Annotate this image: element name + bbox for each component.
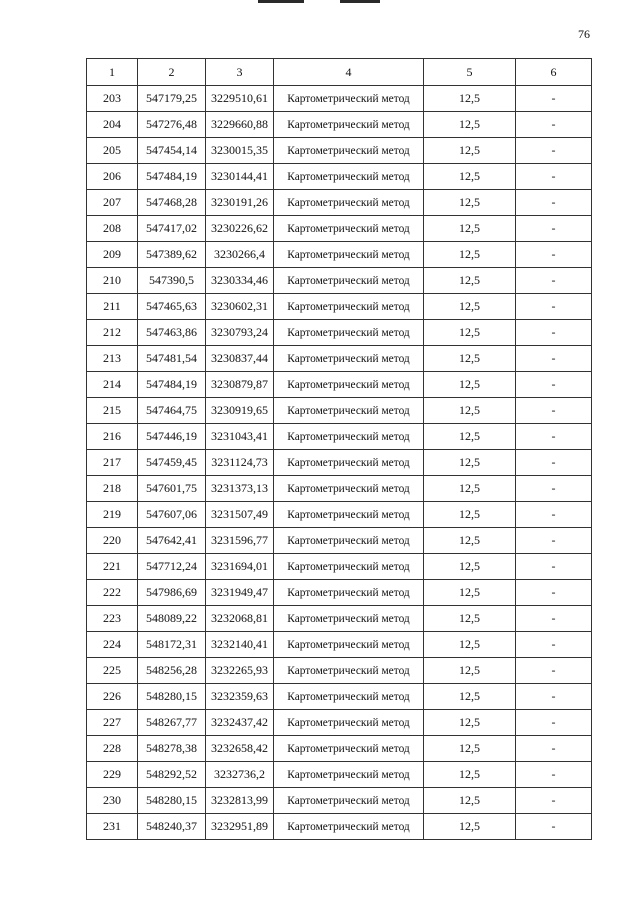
y-coordinate-cell: 3232359,63 — [206, 684, 274, 710]
description-cell: - — [516, 762, 592, 788]
x-coordinate-cell: 548240,37 — [138, 814, 206, 840]
x-coordinate-cell: 547276,48 — [138, 112, 206, 138]
point-number-cell: 230 — [87, 788, 138, 814]
y-coordinate-cell: 3232951,89 — [206, 814, 274, 840]
table-row — [87, 502, 592, 528]
method-cell: Картометрический метод — [274, 762, 424, 788]
method-cell: Картометрический метод — [274, 242, 424, 268]
accuracy-cell: 12,5 — [424, 632, 516, 658]
y-coordinate-cell: 3230015,35 — [206, 138, 274, 164]
y-coordinate-cell: 3231124,73 — [206, 450, 274, 476]
accuracy-cell: 12,5 — [424, 424, 516, 450]
accuracy-cell: 12,5 — [424, 86, 516, 112]
accuracy-cell: 12,5 — [424, 138, 516, 164]
table-row — [87, 424, 592, 450]
column-header: 1 — [87, 59, 138, 86]
accuracy-cell: 12,5 — [424, 216, 516, 242]
table-row — [87, 294, 592, 320]
table-row — [87, 606, 592, 632]
point-number-cell: 219 — [87, 502, 138, 528]
point-number-cell: 209 — [87, 242, 138, 268]
point-number-cell: 215 — [87, 398, 138, 424]
description-cell: - — [516, 424, 592, 450]
point-number-cell: 231 — [87, 814, 138, 840]
x-coordinate-cell: 547712,24 — [138, 554, 206, 580]
point-number-cell: 204 — [87, 112, 138, 138]
description-cell: - — [516, 788, 592, 814]
table-row — [87, 632, 592, 658]
x-coordinate-cell: 548256,28 — [138, 658, 206, 684]
table-row — [87, 580, 592, 606]
table-row — [87, 112, 592, 138]
y-coordinate-cell: 3232736,2 — [206, 762, 274, 788]
accuracy-cell: 12,5 — [424, 112, 516, 138]
method-cell: Картометрический метод — [274, 684, 424, 710]
accuracy-cell: 12,5 — [424, 710, 516, 736]
method-cell: Картометрический метод — [274, 190, 424, 216]
y-coordinate-cell: 3232068,81 — [206, 606, 274, 632]
y-coordinate-cell: 3232813,99 — [206, 788, 274, 814]
accuracy-cell: 12,5 — [424, 320, 516, 346]
x-coordinate-cell: 547607,06 — [138, 502, 206, 528]
column-header: 5 — [424, 59, 516, 86]
description-cell: - — [516, 346, 592, 372]
accuracy-cell: 12,5 — [424, 684, 516, 710]
accuracy-cell: 12,5 — [424, 190, 516, 216]
accuracy-cell: 12,5 — [424, 242, 516, 268]
table-row — [87, 372, 592, 398]
description-cell: - — [516, 242, 592, 268]
y-coordinate-cell: 3230879,87 — [206, 372, 274, 398]
method-cell: Картометрический метод — [274, 372, 424, 398]
table-row — [87, 762, 592, 788]
accuracy-cell: 12,5 — [424, 294, 516, 320]
accuracy-cell: 12,5 — [424, 814, 516, 840]
y-coordinate-cell: 3232437,42 — [206, 710, 274, 736]
y-coordinate-cell: 3231596,77 — [206, 528, 274, 554]
y-coordinate-cell: 3229510,61 — [206, 86, 274, 112]
method-cell: Картометрический метод — [274, 346, 424, 372]
x-coordinate-cell: 547179,25 — [138, 86, 206, 112]
description-cell: - — [516, 450, 592, 476]
description-cell: - — [516, 658, 592, 684]
x-coordinate-cell: 547417,02 — [138, 216, 206, 242]
method-cell: Картометрический метод — [274, 216, 424, 242]
table-row — [87, 398, 592, 424]
y-coordinate-cell: 3230191,26 — [206, 190, 274, 216]
method-cell: Картометрический метод — [274, 398, 424, 424]
description-cell: - — [516, 814, 592, 840]
method-cell: Картометрический метод — [274, 138, 424, 164]
description-cell: - — [516, 372, 592, 398]
point-number-cell: 211 — [87, 294, 138, 320]
point-number-cell: 207 — [87, 190, 138, 216]
scan-artifact-left — [258, 0, 304, 3]
y-coordinate-cell: 3230919,65 — [206, 398, 274, 424]
point-number-cell: 208 — [87, 216, 138, 242]
description-cell: - — [516, 268, 592, 294]
method-cell: Картометрический метод — [274, 164, 424, 190]
point-number-cell: 221 — [87, 554, 138, 580]
x-coordinate-cell: 547642,41 — [138, 528, 206, 554]
description-cell: - — [516, 684, 592, 710]
point-number-cell: 220 — [87, 528, 138, 554]
description-cell: - — [516, 320, 592, 346]
method-cell: Картометрический метод — [274, 268, 424, 294]
point-number-cell: 213 — [87, 346, 138, 372]
y-coordinate-cell: 3230837,44 — [206, 346, 274, 372]
x-coordinate-cell: 547390,5 — [138, 268, 206, 294]
point-number-cell: 210 — [87, 268, 138, 294]
table-row — [87, 242, 592, 268]
description-cell: - — [516, 528, 592, 554]
y-coordinate-cell: 3232140,41 — [206, 632, 274, 658]
accuracy-cell: 12,5 — [424, 762, 516, 788]
method-cell: Картометрический метод — [274, 424, 424, 450]
accuracy-cell: 12,5 — [424, 398, 516, 424]
description-cell: - — [516, 138, 592, 164]
column-header: 2 — [138, 59, 206, 86]
description-cell: - — [516, 294, 592, 320]
method-cell: Картометрический метод — [274, 554, 424, 580]
method-cell: Картометрический метод — [274, 580, 424, 606]
x-coordinate-cell: 547465,63 — [138, 294, 206, 320]
description-cell: - — [516, 216, 592, 242]
point-number-cell: 228 — [87, 736, 138, 762]
accuracy-cell: 12,5 — [424, 554, 516, 580]
accuracy-cell: 12,5 — [424, 372, 516, 398]
x-coordinate-cell: 548267,77 — [138, 710, 206, 736]
page-number: 76 — [578, 27, 590, 41]
table-row — [87, 788, 592, 814]
point-number-cell: 206 — [87, 164, 138, 190]
table-row — [87, 450, 592, 476]
description-cell: - — [516, 398, 592, 424]
point-number-cell: 214 — [87, 372, 138, 398]
x-coordinate-cell: 547986,69 — [138, 580, 206, 606]
accuracy-cell: 12,5 — [424, 528, 516, 554]
y-coordinate-cell: 3231373,13 — [206, 476, 274, 502]
accuracy-cell: 12,5 — [424, 450, 516, 476]
description-cell: - — [516, 710, 592, 736]
description-cell: - — [516, 580, 592, 606]
table-row — [87, 346, 592, 372]
accuracy-cell: 12,5 — [424, 268, 516, 294]
point-number-cell: 217 — [87, 450, 138, 476]
table-row — [87, 684, 592, 710]
method-cell: Картометрический метод — [274, 814, 424, 840]
coordinates-table — [86, 58, 592, 840]
y-coordinate-cell: 3230266,4 — [206, 242, 274, 268]
method-cell: Картометрический метод — [274, 86, 424, 112]
x-coordinate-cell: 548089,22 — [138, 606, 206, 632]
method-cell: Картометрический метод — [274, 658, 424, 684]
x-coordinate-cell: 547459,45 — [138, 450, 206, 476]
description-cell: - — [516, 736, 592, 762]
x-coordinate-cell: 547389,62 — [138, 242, 206, 268]
method-cell: Картометрический метод — [274, 450, 424, 476]
accuracy-cell: 12,5 — [424, 346, 516, 372]
accuracy-cell: 12,5 — [424, 736, 516, 762]
description-cell: - — [516, 502, 592, 528]
point-number-cell: 225 — [87, 658, 138, 684]
x-coordinate-cell: 548278,38 — [138, 736, 206, 762]
method-cell: Картометрический метод — [274, 112, 424, 138]
scan-artifact-right — [340, 0, 380, 3]
table-row — [87, 528, 592, 554]
table-row — [87, 554, 592, 580]
y-coordinate-cell: 3231043,41 — [206, 424, 274, 450]
y-coordinate-cell: 3230226,62 — [206, 216, 274, 242]
table-row — [87, 736, 592, 762]
description-cell: - — [516, 190, 592, 216]
method-cell: Картометрический метод — [274, 320, 424, 346]
x-coordinate-cell: 547601,75 — [138, 476, 206, 502]
y-coordinate-cell: 3232265,93 — [206, 658, 274, 684]
x-coordinate-cell: 547446,19 — [138, 424, 206, 450]
y-coordinate-cell: 3230144,41 — [206, 164, 274, 190]
point-number-cell: 222 — [87, 580, 138, 606]
x-coordinate-cell: 548172,31 — [138, 632, 206, 658]
description-cell: - — [516, 476, 592, 502]
description-cell: - — [516, 86, 592, 112]
method-cell: Картометрический метод — [274, 632, 424, 658]
point-number-cell: 229 — [87, 762, 138, 788]
column-header: 4 — [274, 59, 424, 86]
table-row — [87, 138, 592, 164]
point-number-cell: 224 — [87, 632, 138, 658]
table-body — [87, 86, 592, 840]
description-cell: - — [516, 554, 592, 580]
y-coordinate-cell: 3231694,01 — [206, 554, 274, 580]
x-coordinate-cell: 548280,15 — [138, 684, 206, 710]
y-coordinate-cell: 3229660,88 — [206, 112, 274, 138]
accuracy-cell: 12,5 — [424, 580, 516, 606]
method-cell: Картометрический метод — [274, 606, 424, 632]
x-coordinate-cell: 547454,14 — [138, 138, 206, 164]
table-row — [87, 320, 592, 346]
column-header: 6 — [516, 59, 592, 86]
header-row — [87, 59, 592, 86]
table-row — [87, 86, 592, 112]
x-coordinate-cell: 547481,54 — [138, 346, 206, 372]
point-number-cell: 203 — [87, 86, 138, 112]
method-cell: Картометрический метод — [274, 736, 424, 762]
point-number-cell: 218 — [87, 476, 138, 502]
accuracy-cell: 12,5 — [424, 502, 516, 528]
point-number-cell: 223 — [87, 606, 138, 632]
table-row — [87, 190, 592, 216]
point-number-cell: 226 — [87, 684, 138, 710]
point-number-cell: 212 — [87, 320, 138, 346]
point-number-cell: 216 — [87, 424, 138, 450]
table-row — [87, 476, 592, 502]
description-cell: - — [516, 112, 592, 138]
accuracy-cell: 12,5 — [424, 476, 516, 502]
table-row — [87, 658, 592, 684]
x-coordinate-cell: 547464,75 — [138, 398, 206, 424]
description-cell: - — [516, 164, 592, 190]
method-cell: Картометрический метод — [274, 502, 424, 528]
y-coordinate-cell: 3232658,42 — [206, 736, 274, 762]
x-coordinate-cell: 547468,28 — [138, 190, 206, 216]
table-row — [87, 268, 592, 294]
table-row — [87, 710, 592, 736]
x-coordinate-cell: 548280,15 — [138, 788, 206, 814]
method-cell: Картометрический метод — [274, 788, 424, 814]
x-coordinate-cell: 547484,19 — [138, 164, 206, 190]
accuracy-cell: 12,5 — [424, 164, 516, 190]
table-row — [87, 814, 592, 840]
x-coordinate-cell: 548292,52 — [138, 762, 206, 788]
description-cell: - — [516, 606, 592, 632]
accuracy-cell: 12,5 — [424, 606, 516, 632]
y-coordinate-cell: 3231507,49 — [206, 502, 274, 528]
y-coordinate-cell: 3230602,31 — [206, 294, 274, 320]
accuracy-cell: 12,5 — [424, 788, 516, 814]
column-header: 3 — [206, 59, 274, 86]
x-coordinate-cell: 547484,19 — [138, 372, 206, 398]
table-row — [87, 164, 592, 190]
y-coordinate-cell: 3231949,47 — [206, 580, 274, 606]
method-cell: Картометрический метод — [274, 294, 424, 320]
y-coordinate-cell: 3230793,24 — [206, 320, 274, 346]
description-cell: - — [516, 632, 592, 658]
y-coordinate-cell: 3230334,46 — [206, 268, 274, 294]
x-coordinate-cell: 547463,86 — [138, 320, 206, 346]
point-number-cell: 227 — [87, 710, 138, 736]
method-cell: Картометрический метод — [274, 710, 424, 736]
method-cell: Картометрический метод — [274, 528, 424, 554]
accuracy-cell: 12,5 — [424, 658, 516, 684]
table-row — [87, 216, 592, 242]
method-cell: Картометрический метод — [274, 476, 424, 502]
point-number-cell: 205 — [87, 138, 138, 164]
